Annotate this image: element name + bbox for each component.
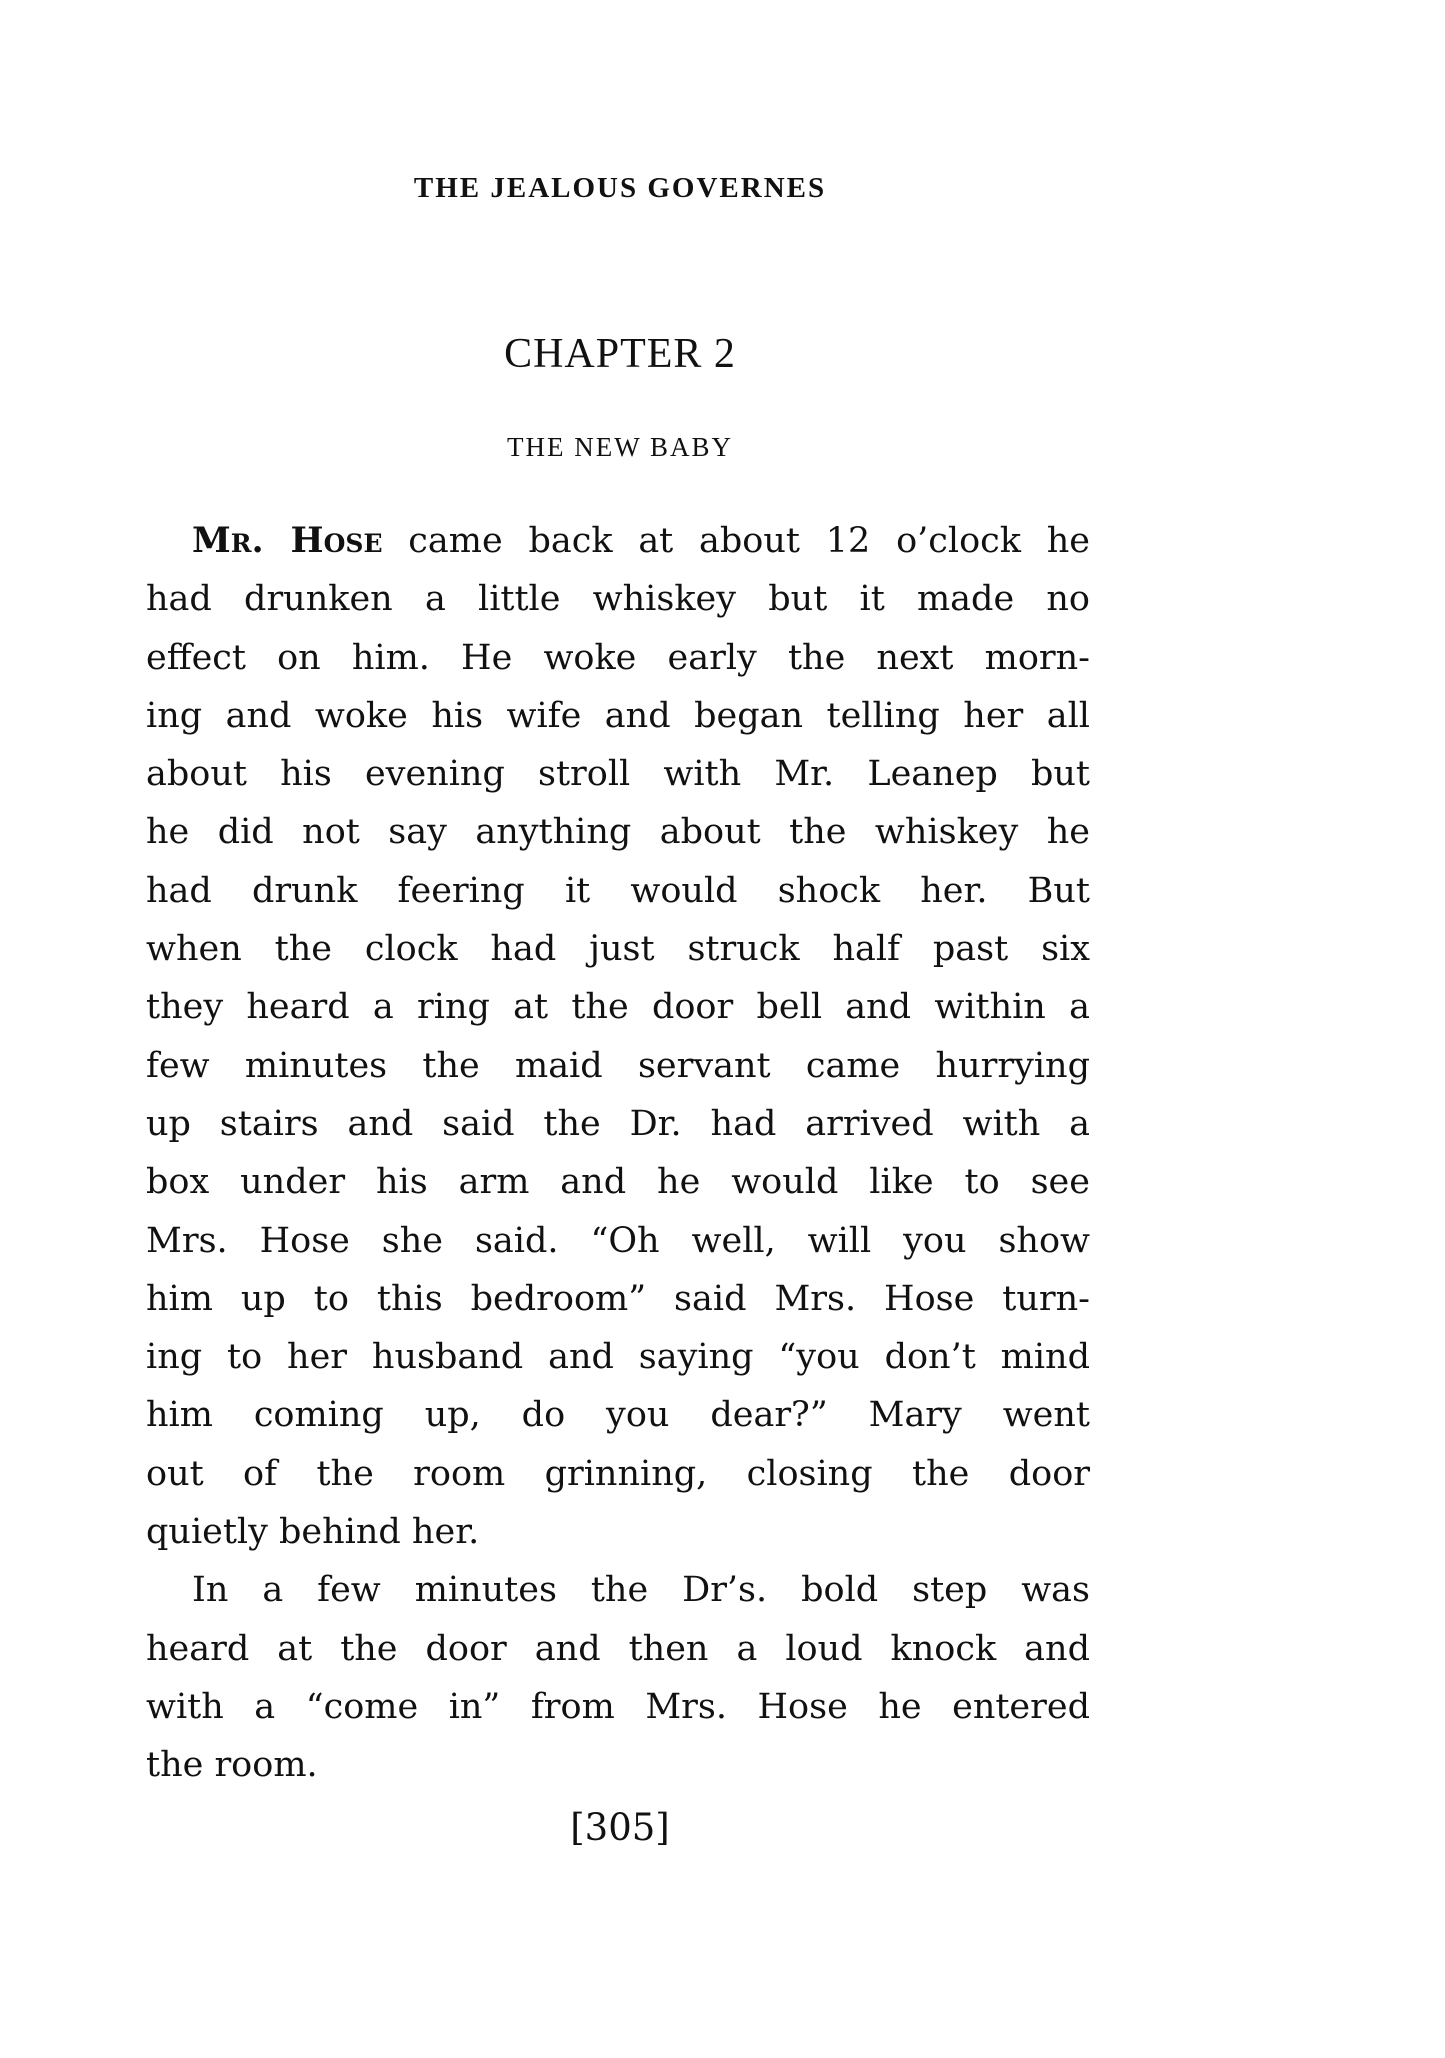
chapter-title: CHAPTER 2 <box>504 331 736 377</box>
character-name-smallcaps: Mr. Hose <box>192 520 383 561</box>
text-line: him up to this bedroom” said Mrs. Hose turn- <box>146 1278 1090 1319</box>
text-line: In a few minutes the Dr’s. bold step was <box>192 1570 1090 1611</box>
text-line: ing and woke his wife and began telling her all <box>146 695 1090 736</box>
text-line: box under his arm and he would like to see <box>146 1162 1090 1203</box>
paragraph-2 <box>146 1561 1090 1794</box>
text-line: about his evening stroll with Mr. Leanep but <box>146 754 1090 795</box>
text-line: with a “come in” from Mrs. Hose he entered <box>146 1686 1090 1727</box>
text-line: effect on him. He woke early the next morn- <box>146 637 1090 678</box>
text-line: had drunk feering it would shock her. But <box>146 870 1090 911</box>
chapter-subtitle: THE NEW BABY <box>507 432 733 462</box>
text-line: Mrs. Hose she said. “Oh well, will you show <box>146 1220 1090 1261</box>
text-line: the room. <box>146 1745 318 1786</box>
body-text <box>146 512 1090 1795</box>
text-line: out of the room grinning, closing the door <box>146 1453 1090 1494</box>
text-line: when the clock had just struck half past six <box>146 929 1090 970</box>
text-line: up stairs and said the Dr. had arrived with a <box>146 1103 1090 1144</box>
text-line: few minutes the maid servant came hurrying <box>146 1045 1090 1086</box>
text-line: ing to her husband and saying “you don’t mind <box>146 1337 1090 1378</box>
text-line-rest: came back at about 12 o’clock he <box>382 521 1090 561</box>
text-line <box>146 512 1090 570</box>
text-line: he did not say anything about the whiskey he <box>146 812 1090 853</box>
text-line: quietly behind her. <box>146 1512 480 1553</box>
paragraph-1 <box>146 512 1090 1561</box>
running-head: THE JEALOUS GOVERNES <box>413 172 827 204</box>
text-line: had drunken a little whiskey but it made no <box>146 579 1090 620</box>
text-line: heard at the door and then a loud knock and <box>146 1628 1090 1669</box>
text-line: him coming up, do you dear?” Mary went <box>146 1395 1090 1436</box>
text-line: they heard a ring at the door bell and within a <box>146 987 1090 1028</box>
page-number: [305] <box>570 1806 670 1849</box>
